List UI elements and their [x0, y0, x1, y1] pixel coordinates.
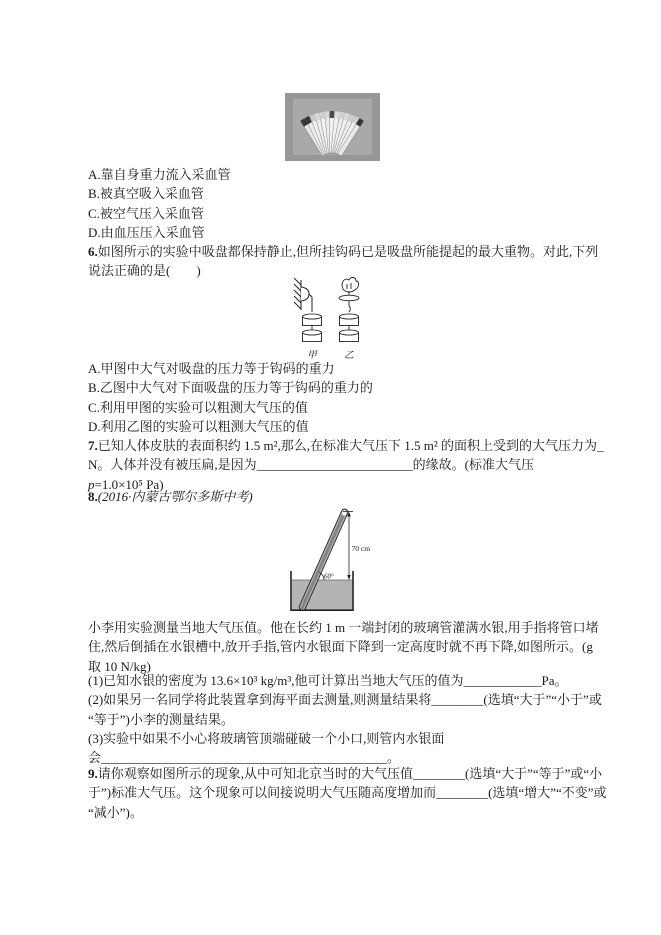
q6-stem	[88, 242, 598, 281]
suction-cup-diagram	[283, 276, 375, 362]
q8-number: 8.	[88, 489, 98, 504]
q6-option-b: B.乙图中大气对下面吸盘的压力等于钩码的重力的	[88, 380, 373, 396]
q6-number: 6.	[88, 244, 98, 259]
q8-header	[88, 487, 253, 506]
angle-label: 60°	[324, 572, 334, 581]
q8-sub1: (1)已知水银的密度为 13.6×10³ kg/m³,他可计算出当地大气压的值为____________Pa。	[88, 673, 568, 688]
yi-label: 乙	[344, 351, 354, 361]
q9-line3: “减小”)。	[88, 804, 143, 820]
q6-experiment-figure	[283, 276, 375, 362]
q8-sub2-line1: (2)如果另一名同学将此装置拿到海平面去测量,则测量结果将________(选填“大于”“小于”或	[88, 692, 602, 708]
q5-options	[88, 165, 231, 242]
q7-stem	[88, 436, 604, 494]
q8-sub2-line2: “等于”)小李的测量结果。	[88, 711, 234, 727]
height-dimension-label: 70 cm	[351, 544, 371, 553]
q6-option-c: C.利用甲图的实验可以粗测大气压的值	[88, 399, 308, 415]
q8-para-line1: 小李用实验测量当地大气压值。他在长约 1 m 一端封闭的玻璃管灌满水银,用手指将管口堵	[88, 620, 599, 635]
q7-line3: =1.0×10⁵ Pa)	[94, 476, 164, 492]
tilted-tube-diagram	[285, 497, 385, 615]
q9-stem	[88, 764, 607, 822]
q5-option-c: C.被空气压入采血管	[88, 205, 204, 221]
q6-option-a: A.甲图中大气对吸盘的压力等于钩码的重力	[88, 361, 335, 376]
q5-option-d: D.由血压压入采血管	[88, 224, 205, 240]
q5-option-a: A.靠自身重力流入采血管	[88, 167, 231, 182]
blood-tubes-image	[285, 93, 380, 161]
q9-number: 9.	[88, 766, 98, 781]
q8-para-line2: 住,然后倒插在水银槽中,放开手指,管内水银面下降到一定高度时就不再下降,如图所示。(g	[88, 639, 593, 655]
q9-line2: 于”)标准大气压。这个现象可以间接说明大气压随高度增加而________(选填“增大”“不变”或	[88, 785, 607, 801]
q7-pressure-symbol: p	[88, 476, 95, 492]
q6-line2: 说法正确的是( )	[88, 263, 201, 279]
q9-line1: 请你观察如图所示的现象,从中可知北京当时的大气压值________(选填“大于”“等于”或“小	[97, 766, 603, 781]
q8-subquestions	[88, 671, 602, 767]
q7-line1: 已知人体皮肤的表面积约 1.5 m²,那么,在标准大气压下 1.5 m² 的面积上受到的大气压力为_	[97, 438, 604, 453]
q6-option-d: D.利用乙图的实验可以粗测大气压的值	[88, 418, 309, 434]
q8-para-line3: 取 10 N/kg)	[88, 658, 151, 674]
q5-option-b: B.被真空吸入采血管	[88, 186, 204, 202]
q8-sub3-line1: (3)实验中如果不小心将玻璃管顶端碰破一个小口,则管内水银面	[88, 730, 445, 746]
q8-paragraph	[88, 618, 599, 676]
q7-number: 7.	[88, 438, 98, 453]
blood-tubes-photo	[285, 93, 380, 161]
q6-line1: 如图所示的实验中吸盘都保持静止,但所挂钩码已是吸盘所能提起的最大重物。对此,下列	[97, 244, 599, 259]
q8-barometer-figure	[285, 497, 385, 615]
q8-source: (2016·内蒙古鄂尔多斯中考)	[97, 489, 253, 504]
q7-line2: N。人体并没有被压扁,是因为________________________的缘故。(标准大气压	[88, 457, 534, 473]
jia-label: 甲	[307, 351, 317, 361]
q6-options	[88, 359, 373, 436]
q8-sub3-line2: 会____________________________________________。	[88, 750, 400, 766]
